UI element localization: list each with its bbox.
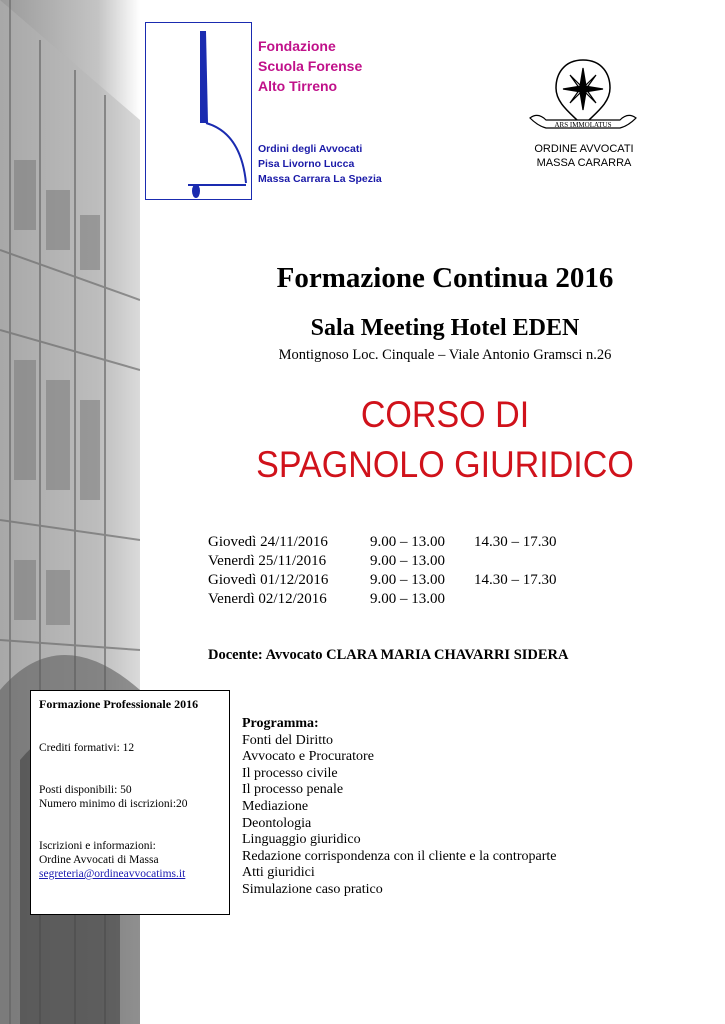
foundation-name <box>258 36 362 96</box>
programma-item: Mediazione <box>242 798 309 814</box>
course-title-line1: CORSO DI <box>360 394 530 435</box>
programma-item: Il processo civile <box>242 765 338 781</box>
schedule-day: Giovedì 01/12/2016 <box>208 572 329 588</box>
programma-item: Avvocato e Procuratore <box>242 749 374 765</box>
crediti-text: Crediti formativi: 12 <box>39 742 135 754</box>
schedule-morning: 9.00 – 13.00 <box>370 553 445 569</box>
schedule-day: Venerdì 02/12/2016 <box>208 591 327 607</box>
minimo-text: Numero minimo di iscrizioni:20 <box>39 798 188 810</box>
programma-item: Deontologia <box>242 815 312 831</box>
ordine-seal-icon <box>524 56 642 138</box>
info-box-title: Formazione Professionale 2016 <box>39 697 199 711</box>
schedule-row <box>208 552 557 571</box>
ordini-line: Pisa Livorno Lucca <box>258 158 355 170</box>
posti-text: Posti disponibili: 50 <box>39 784 132 796</box>
seal-ribbon-text: ARS IMMOLATUS <box>554 121 612 129</box>
programma-title: Programma: <box>242 716 319 731</box>
bell-icon <box>146 23 253 201</box>
programma-item: Linguaggio giuridico <box>242 832 361 848</box>
schedule-morning: 9.00 – 13.00 <box>370 591 445 607</box>
info-box <box>30 690 230 915</box>
course-title-line2: SPAGNOLO GIURIDICO <box>256 444 634 485</box>
ordini-avvocati-list <box>258 142 382 187</box>
venue-address: Montignoso Loc. Cinquale – Viale Antonio Gramsci n.26 <box>278 347 612 363</box>
programma-item: Redazione corrispondenza con il cliente e la controparte <box>242 848 557 864</box>
docente-label: Docente: Avvocato CLARA MARIA CHAVARRI SIDERA <box>208 647 569 663</box>
schedule-afternoon: 14.30 – 17.30 <box>474 572 557 588</box>
foundation-name-line: Fondazione <box>258 38 336 54</box>
ordine-avvocati-label <box>490 142 678 170</box>
foundation-logo <box>145 22 252 200</box>
ordine-massa-text: Ordine Avvocati di Massa <box>39 854 159 866</box>
venue-name: Sala Meeting Hotel EDEN <box>310 315 580 341</box>
schedule-day: Venerdì 25/11/2016 <box>208 553 327 569</box>
ordini-line: Massa Carrara La Spezia <box>258 173 382 185</box>
schedule-day: Giovedì 24/11/2016 <box>208 534 328 550</box>
schedule-table <box>208 533 557 609</box>
programma-item: Il processo penale <box>242 782 344 798</box>
schedule-row <box>208 533 557 552</box>
programma-list <box>242 716 556 899</box>
schedule-row <box>208 571 557 590</box>
programma-item: Fonti del Diritto <box>242 732 333 748</box>
foundation-name-line: Alto Tirreno <box>258 78 338 94</box>
ordine-line: ORDINE AVVOCATI <box>534 143 634 155</box>
ordini-line: Ordini degli Avvocati <box>258 143 363 155</box>
page-title: Formazione Continua 2016 <box>276 262 614 294</box>
ordine-line: MASSA CARARRA <box>536 157 632 169</box>
schedule-row <box>208 590 557 609</box>
schedule-morning: 9.00 – 13.00 <box>370 534 445 550</box>
schedule-morning: 9.00 – 13.00 <box>370 572 445 588</box>
schedule-afternoon: 14.30 – 17.30 <box>474 534 557 550</box>
foundation-name-line: Scuola Forense <box>258 58 363 74</box>
email-link[interactable]: segreteria@ordineavvocatims.it <box>39 868 186 880</box>
programma-item: Simulazione caso pratico <box>242 881 383 897</box>
iscrizioni-text: Iscrizioni e informazioni: <box>39 840 156 852</box>
programma-item: Atti giuridici <box>242 865 315 881</box>
